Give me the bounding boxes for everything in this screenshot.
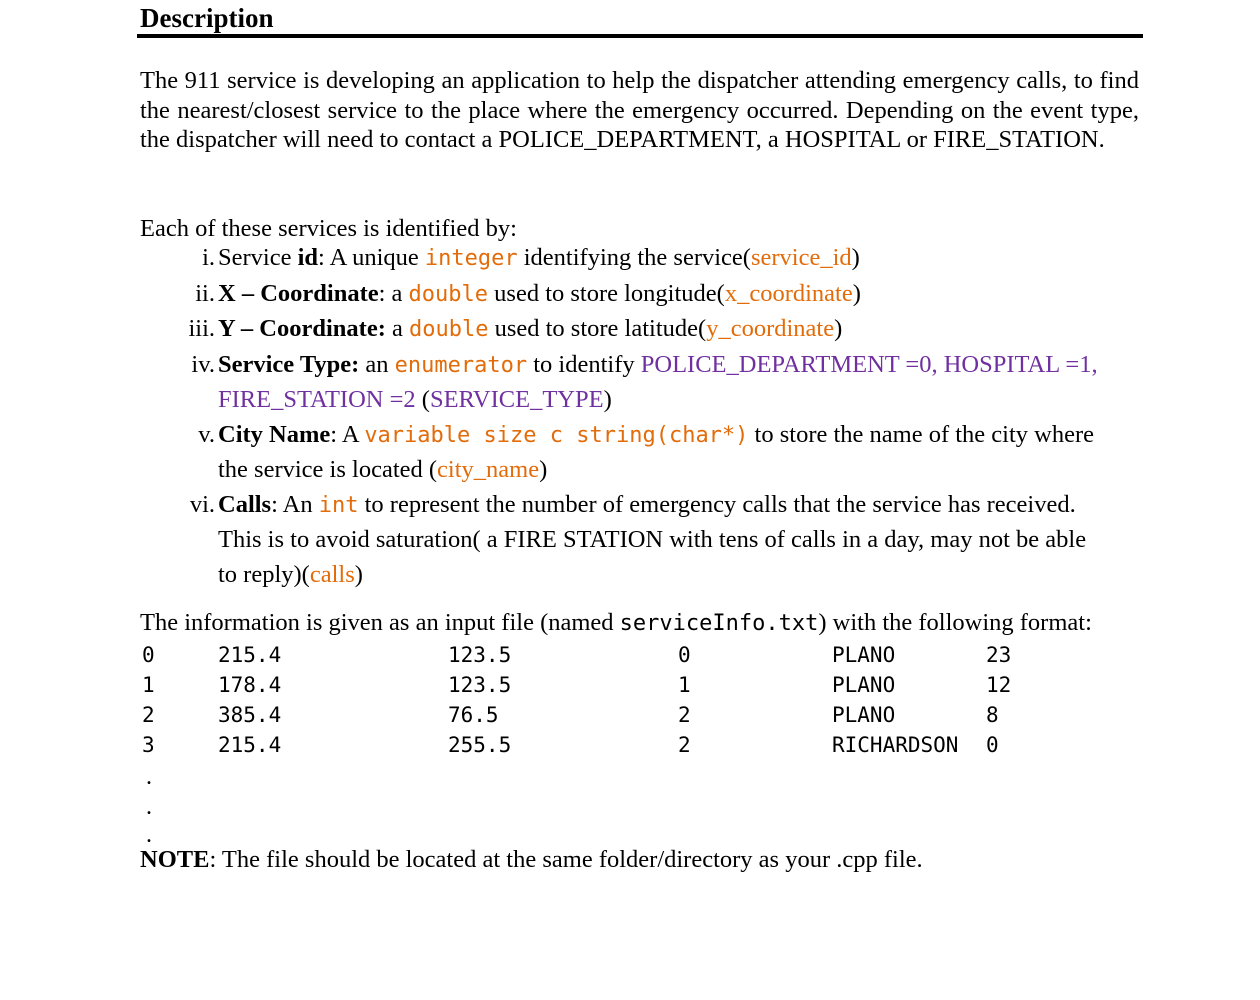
note-text: : The file should be located at the same folder/directory as your .cpp file. — [209, 846, 923, 873]
file-cell-city: PLANO — [832, 673, 896, 697]
item-text: ) — [539, 456, 548, 483]
item-text: Service — [218, 244, 298, 271]
list-number: vi. — [189, 490, 215, 518]
file-cell-y: 123.5 — [448, 673, 512, 697]
field-list — [140, 241, 1143, 592]
item-text: ) — [851, 244, 860, 271]
item-bold: id — [297, 244, 319, 271]
file-cell-x: 385.4 — [218, 703, 282, 727]
code-type: integer — [424, 246, 518, 271]
item-text: the service is located ( — [218, 456, 438, 483]
item-text: used to store latitude( — [488, 315, 707, 342]
file-cell-x: 215.4 — [218, 733, 282, 757]
item-text: ( — [415, 386, 430, 413]
note-label: NOTE — [140, 846, 210, 873]
item-text: to store the name of the city where — [748, 420, 1095, 448]
info-text: ) with the following format: — [818, 609, 1092, 636]
file-cell-x: 215.4 — [218, 643, 282, 667]
item-text: : A — [330, 420, 365, 448]
list-number: v. — [198, 420, 215, 448]
list-intro: Each of these services is identified by: — [140, 215, 517, 242]
item-text: This is to avoid saturation( a FIRE STATION with tens of calls in a day, may not be able — [218, 526, 1087, 553]
field-name: SERVICE_TYPE — [429, 386, 604, 413]
list-item-city-name — [140, 418, 1143, 488]
field-name: calls — [309, 560, 355, 588]
field-name: city_name — [437, 456, 540, 483]
code-type: double — [408, 281, 489, 307]
item-text: : A unique — [318, 244, 425, 271]
file-cell-calls: 12 — [986, 673, 1012, 697]
item-text: ) — [603, 386, 612, 413]
item-bold: X – Coordinate — [218, 279, 379, 307]
code-type: enumerator — [394, 352, 528, 378]
list-number: i. — [202, 244, 215, 271]
list-item-calls — [140, 488, 1143, 593]
file-cell-id: 2 — [142, 703, 155, 727]
file-cell-calls: 23 — [986, 643, 1012, 667]
file-cell-type: 2 — [678, 733, 691, 757]
file-cell-id: 1 — [142, 673, 155, 697]
section-title: Description — [140, 3, 274, 33]
note — [140, 845, 923, 875]
input-file-description — [140, 608, 1140, 639]
list-item-y-coordinate — [140, 312, 1143, 348]
ellipsis-dot: . — [146, 822, 152, 848]
item-text: to reply)( — [218, 560, 310, 588]
item-text: : An — [271, 490, 319, 518]
file-cell-id: 0 — [142, 643, 155, 667]
file-name: serviceInfo.txt — [619, 611, 819, 636]
item-bold: Service Type: — [218, 350, 360, 378]
field-name: y_coordinate — [706, 315, 835, 342]
file-cell-id: 3 — [142, 733, 155, 757]
item-text: a — [385, 315, 409, 342]
list-number: iv. — [191, 350, 215, 378]
list-item-x-coordinate — [140, 277, 1143, 313]
file-cell-calls: 0 — [986, 733, 999, 757]
item-text: to represent the number of emergency calls that the service has received. — [358, 490, 1076, 518]
file-cell-y: 255.5 — [448, 733, 512, 757]
file-cell-x: 178.4 — [218, 673, 282, 697]
enum-values: FIRE_STATION =2 — [218, 386, 416, 413]
title-rule — [137, 34, 1143, 38]
item-text: ) — [834, 315, 843, 342]
item-bold: City Name — [218, 420, 331, 448]
file-cell-type: 2 — [678, 703, 691, 727]
file-cell-y: 123.5 — [448, 643, 512, 667]
item-text: ) — [852, 279, 861, 307]
code-type: double — [408, 317, 489, 342]
file-cell-type: 0 — [678, 643, 691, 667]
list-number: ii. — [195, 279, 215, 307]
file-cell-y: 76.5 — [448, 703, 499, 727]
item-text: used to store longitude( — [488, 279, 725, 307]
code-type: int — [318, 492, 359, 518]
enum-values: POLICE_DEPARTMENT =0, HOSPITAL =1, — [640, 350, 1098, 378]
ellipsis-dot: . — [146, 794, 152, 820]
description-paragraph: The 911 service is developing an application to help the dispatcher attending emergency calls, to find the nearest/closest service to the place where the emergency occurred. Depending on the event type, the dispatcher will need to contact a POLICE_DEPARTMENT, a HOSPITAL or FIRE_STATION. — [140, 67, 1139, 154]
ellipsis-dot: . — [146, 764, 152, 790]
file-cell-type: 1 — [678, 673, 691, 697]
file-cell-city: PLANO — [832, 703, 896, 727]
list-number: iii. — [188, 315, 215, 342]
item-text: an — [359, 350, 395, 378]
field-name: x_coordinate — [724, 279, 853, 307]
item-bold: Y – Coordinate: — [218, 315, 386, 342]
item-text: to identify — [527, 350, 641, 378]
field-name: service_id — [750, 244, 852, 271]
file-cell-city: PLANO — [832, 643, 896, 667]
code-type: variable size c string(char*) — [364, 422, 749, 448]
item-bold: Calls — [218, 490, 272, 518]
item-text: identifying the service( — [517, 244, 751, 271]
item-text: : a — [378, 279, 409, 307]
file-cell-calls: 8 — [986, 703, 999, 727]
list-item-service-id — [140, 241, 1143, 277]
file-cell-city: RICHARDSON — [832, 733, 959, 757]
item-text: ) — [354, 560, 363, 588]
list-item-service-type — [140, 348, 1143, 418]
info-text: The information is given as an input file (named — [140, 609, 620, 636]
